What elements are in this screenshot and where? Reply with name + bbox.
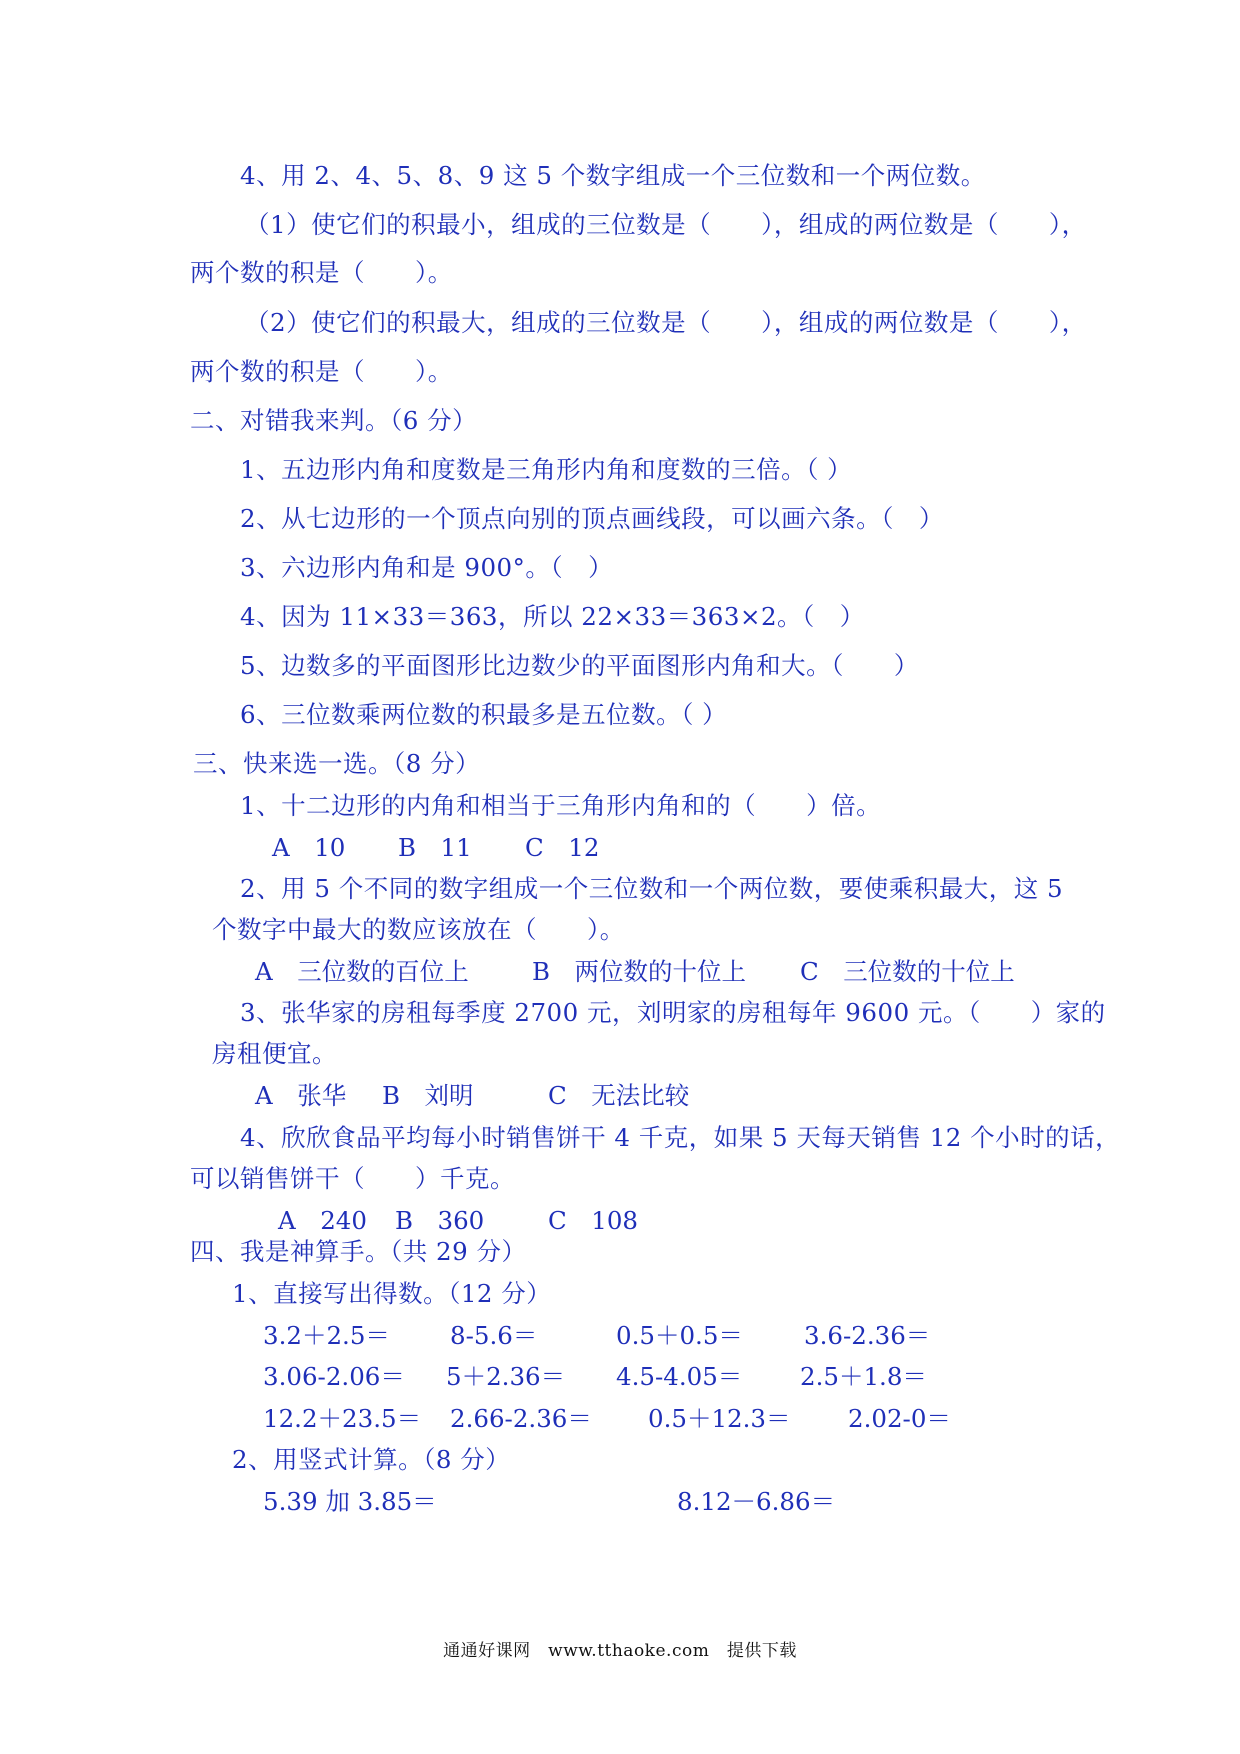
mental-math-item: 3.2＋2.5＝ bbox=[263, 1321, 390, 1350]
q4-part2-line2: 两个数的积是（ ）。 bbox=[190, 357, 453, 386]
s3-q3-line2: 房租便宜。 bbox=[212, 1039, 337, 1068]
mental-math-item: 0.5＋12.3＝ bbox=[648, 1404, 791, 1433]
q4-part1-line2: 两个数的积是（ ）。 bbox=[190, 258, 453, 287]
s3-q2-line1: 2、用 5 个不同的数字组成一个三位数和一个两位数，要使乘积最大，这 5 bbox=[240, 874, 1064, 903]
s3-q2-option-c: C 三位数的十位上 bbox=[800, 957, 1015, 986]
s3-q1-option-a: A 10 bbox=[272, 833, 346, 862]
section2-item-1: 1、五边形内角和度数是三角形内角和度数的三倍。（ ） bbox=[240, 455, 853, 484]
s3-q4-line1: 4、欣欣食品平均每小时销售饼干 4 千克，如果 5 天每天销售 12 个小时的话， bbox=[240, 1123, 1121, 1152]
q4-part2-line1: （2）使它们的积最大，组成的三位数是（ ），组成的两位数是（ ）， bbox=[245, 308, 1087, 337]
mental-math-item: 3.06-2.06＝ bbox=[263, 1362, 405, 1391]
mental-math-item: 12.2＋23.5＝ bbox=[263, 1404, 422, 1433]
section3-title: 三、快来选一选。（8 分） bbox=[193, 749, 481, 778]
s3-q1-option-b: B 11 bbox=[398, 833, 472, 862]
section4-sub1-title: 1、直接写出得数。（12 分） bbox=[232, 1279, 552, 1308]
page-footer: 通通好课网 www.tthaoke.com 提供下载 bbox=[443, 1641, 797, 1661]
section2-item-6: 6、三位数乘两位数的积最多是五位数。（ ） bbox=[240, 700, 728, 729]
q4-stem: 4、用 2、4、5、8、9 这 5 个数字组成一个三位数和一个两位数。 bbox=[240, 161, 986, 190]
s3-q2-option-a: A 三位数的百位上 bbox=[255, 957, 469, 986]
s3-q3-line1: 3、张华家的房租每季度 2700 元，刘明家的房租每年 9600 元。（ ）家的 bbox=[240, 998, 1106, 1027]
mental-math-item: 2.02-0＝ bbox=[848, 1404, 951, 1433]
section4-sub2-title: 2、用竖式计算。（8 分） bbox=[232, 1445, 511, 1474]
section2-item-5: 5、边数多的平面图形比边数少的平面图形内角和大。（ ） bbox=[240, 651, 919, 680]
s3-q2-option-b: B 两位数的十位上 bbox=[532, 957, 747, 986]
s3-q4-option-a: A 240 bbox=[278, 1206, 367, 1235]
section2-title: 二、对错我来判。（6 分） bbox=[190, 406, 478, 435]
mental-math-item: 2.66-2.36＝ bbox=[450, 1404, 592, 1433]
mental-math-item: 0.5＋0.5＝ bbox=[616, 1321, 743, 1350]
s3-q3-option-c: C 无法比较 bbox=[548, 1081, 690, 1110]
mental-math-item: 4.5-4.05＝ bbox=[616, 1362, 743, 1391]
mental-math-item: 5＋2.36＝ bbox=[446, 1362, 566, 1391]
section2-item-4: 4、因为 11×33＝363，所以 22×33＝363×2。（ ） bbox=[240, 602, 865, 631]
s3-q3-option-b: B 刘明 bbox=[382, 1081, 474, 1110]
s3-q1-option-c: C 12 bbox=[525, 833, 600, 862]
s3-q4-option-b: B 360 bbox=[395, 1206, 485, 1235]
s3-q4-line2: 可以销售饼干（ ）千克。 bbox=[190, 1164, 515, 1193]
q4-part1-line1: （1）使它们的积最小，组成的三位数是（ ），组成的两位数是（ ）， bbox=[245, 210, 1087, 239]
s3-q2-line2: 个数字中最大的数应该放在（ ）。 bbox=[212, 915, 625, 944]
mental-math-item: 2.5＋1.8＝ bbox=[800, 1362, 927, 1391]
section2-item-3: 3、六边形内角和是 900°。（ ） bbox=[240, 553, 614, 582]
vertical-calc-item: 8.12－6.86＝ bbox=[677, 1487, 836, 1516]
vertical-calc-item: 5.39 加 3.85＝ bbox=[263, 1487, 437, 1516]
mental-math-item: 8-5.6＝ bbox=[450, 1321, 538, 1350]
section4-title: 四、我是神算手。（共 29 分） bbox=[190, 1237, 527, 1266]
s3-q1-text: 1、十二边形的内角和相当于三角形内角和的（ ）倍。 bbox=[240, 791, 882, 820]
s3-q4-option-c: C 108 bbox=[548, 1206, 639, 1235]
section2-item-2: 2、从七边形的一个顶点向别的顶点画线段，可以画六条。（ ） bbox=[240, 504, 944, 533]
mental-math-item: 3.6-2.36＝ bbox=[804, 1321, 931, 1350]
s3-q3-option-a: A 张华 bbox=[255, 1081, 347, 1110]
